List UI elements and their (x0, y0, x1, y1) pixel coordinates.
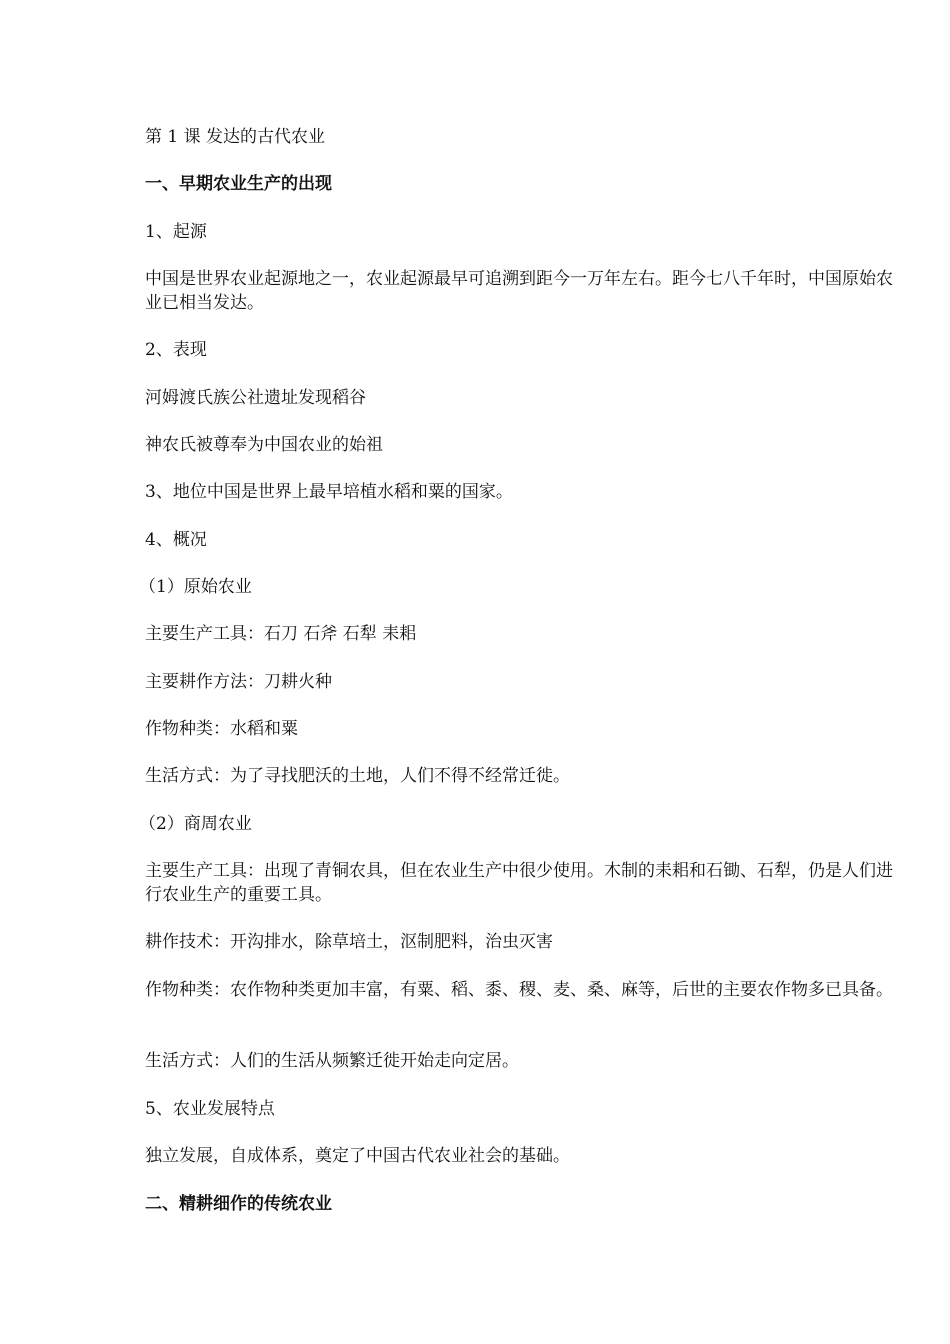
subheading-origin: 1、起源 (145, 222, 207, 242)
shangzhou-tools: 主要生产工具：出现了青铜农具，但在农业生产中很少使用。木制的耒耜和石锄、石犁，仍是人们进行农业生产的重要工具。 (145, 861, 893, 905)
paragraph-origin: 中国是世界农业起源地之一，农业起源最早可追溯到距今一万年左右。距今七八千年时，中国原始农业已相当发达。 (145, 269, 893, 313)
paragraph-status: 3、地位中国是世界上最早培植水稻和粟的国家。 (145, 482, 513, 502)
manifestation-item-hemudu: 河姆渡氏族公社遗址发现稻谷 (145, 388, 366, 408)
shangzhou-crops: 作物种类：农作物种类更加丰富，有粟、稻、黍、稷、麦、桑、麻等，后世的主要农作物多已具备。 (145, 980, 893, 1000)
primitive-lifestyle: 生活方式：为了寻找肥沃的土地，人们不得不经常迁徙。 (145, 766, 570, 786)
subheading-shangzhou-agriculture: （2）商周农业 (139, 814, 252, 834)
section-heading-intensive-farming: 二、精耕细作的传统农业 (145, 1194, 332, 1214)
subheading-primitive-agriculture: （1）原始农业 (139, 577, 252, 597)
primitive-crops: 作物种类：水稻和粟 (145, 719, 298, 739)
subheading-manifestation: 2、表现 (145, 340, 207, 360)
document-page (139, 0, 893, 1344)
primitive-method: 主要耕作方法：刀耕火种 (145, 672, 332, 692)
shangzhou-lifestyle: 生活方式：人们的生活从频繁迁徙开始走向定居。 (145, 1051, 519, 1071)
manifestation-item-shennong: 神农氏被尊奉为中国农业的始祖 (145, 435, 383, 455)
subheading-development-features: 5、农业发展特点 (145, 1099, 275, 1119)
shangzhou-techniques: 耕作技术：开沟排水，除草培土，沤制肥料，治虫灭害 (145, 932, 553, 952)
subheading-overview: 4、概况 (145, 530, 207, 550)
paragraph-features: 独立发展，自成体系，奠定了中国古代农业社会的基础。 (145, 1146, 570, 1166)
lesson-title: 第 1 课 发达的古代农业 (145, 127, 326, 147)
primitive-tools: 主要生产工具：石刀 石斧 石犁 耒耜 (145, 624, 417, 644)
section-heading-early-agriculture: 一、早期农业生产的出现 (145, 174, 332, 194)
